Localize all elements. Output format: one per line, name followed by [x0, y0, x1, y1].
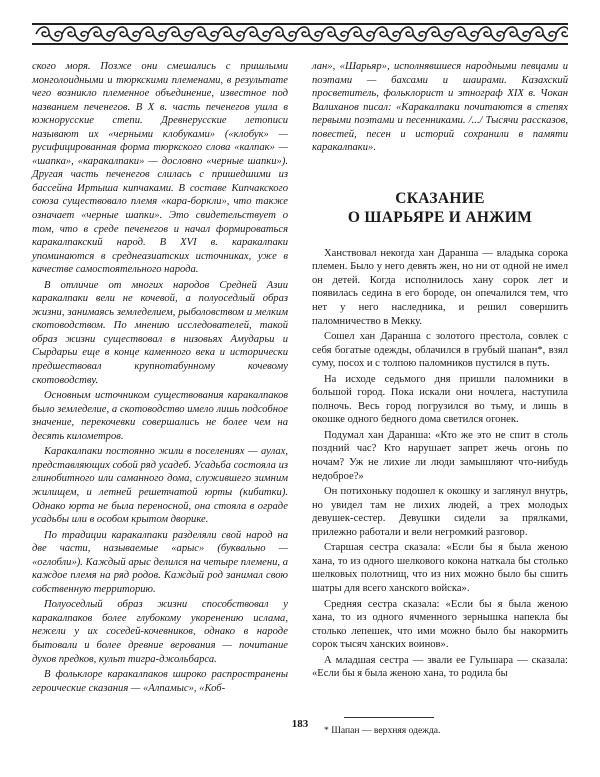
decorative-ornament-border	[32, 22, 568, 46]
paragraph: На исходе седьмого дня пришли паломники в большой город. Пока искали они ночлега, наступила полночь. Весь город погрузился во тьму, и лишь в окошке одного бедного дома светился огонек.	[312, 373, 568, 426]
right-column	[312, 60, 568, 737]
paragraph: Каракалпаки постоянно жили в поселениях — аулах, представляющих собой ряд усадеб. Усадьба состояла из глинобитного или саманного дома, служившего зимним жилищем, и летней решетчатой юрты (кибитки). Однако юрта не была переносной, она стояла в ограде усадьбы или в особом крытом дворике.	[32, 446, 288, 526]
intro-paragraph: лан», «Шарьяр», исполнявшиеся народными певцами и поэтами — бахсами и шаирами. Казахский просветитель, фольклорист и этнограф XIX в. Чокан Валиханов писал: «Каракалпаки почитаются в степях первыми поэтами и песенниками. /.../ Тысячи рассказов, повестей, песен и историй сохранили в памяти каракалпаки».	[312, 61, 568, 154]
paragraph: Подумал хан Даранша: «Кто же это не спит в столь поздний час? Кто нарушает запрет жечь огонь по ночам? Уж не лихие ли люди замышляют что-нибудь недоброе?»	[312, 429, 568, 482]
paragraph: Старшая сестра сказала: «Если бы я была женою хана, то из одного шелкового кокона наткала бы столько шелковых полотнищ, что из них можно было бы сшить шатры для всего ханского войска».	[312, 542, 568, 594]
left-column	[32, 60, 288, 695]
paragraph: Основным источником существования каракалпаков было земледелие, а скотоводство имело лишь подсобное значение, перекочевки совершались не более чем на десять километров.	[32, 390, 288, 442]
page-number: 183	[291, 718, 309, 730]
paragraph: По традиции каракалпаки разделяли свой народ на две части, называемые «арыс» (буквально — «оглобли»). Каждый арыс делился на четыре племени, а каждое племя на ряд родов. Каждый род занимал свою собственную территорию.	[32, 529, 288, 595]
paragraph: В фольклоре каракалпаков широко распространены героические сказания — «Алпамыс», «Коб-	[32, 669, 288, 694]
heading-line-2: О ШАРЬЯРЕ И АНЖИМ	[347, 208, 533, 226]
paragraph: Сошел хан Даранша с золотого престола, совлек с себя богатые одежды, облачился в грубый шапан*, взял суму, посох и с толпою паломников пустился в путь.	[312, 331, 568, 370]
paragraph: Средняя сестра сказала: «Если бы я была женою хана, то из одного ячменного зернышка напекла бы столько лепешек, что ими можно было бы накормить сорок тысяч ханских воинов».	[312, 598, 568, 651]
paragraph: А младшая сестра — звали ее Гульшара — сказала: «Если бы я была женою хана, то родила бы	[312, 654, 568, 680]
paragraph: В отличие от многих народов Средней Азии каракалпаки вели не кочевой, а полуоседлый образ жизни, занимаясь земледелием, рыболовством и мелким скотоводством. По мнению исследователей, такой образ жизни существовал в низовьях Амударьи и Сырдарьи еще в конце каменного века и исторически предшествовал крупнотабунному кочевому скотоводству.	[32, 279, 288, 386]
paragraph: Ханствовал некогда хан Даранша — владыка сорока племен. Было у него девять жен, но ни от одной не имел он детей. Когда исполнилось хану сорок лет и появилась седина в его бороде, он опечалился тем, что нет у него наследника, и решил совершить паломничество в Мекку.	[312, 247, 568, 327]
footnote: * Шапан — верхняя одежда.	[324, 724, 441, 736]
heading-line-1: СКАЗАНИЕ	[395, 189, 485, 207]
paragraph: ского моря. Позже они смешались с пришлыми монголоидными и тюркскими племенами, в результате чего возникло племенное объединение, известное под названием печенегов. В X в. часть печенегов ушла в южнорусские степи. Древнерусские летописи называют их «черными клобуками» («клобук» — русифицированная форма тюркского слова «калпак» — «шапка», «каракалпаки» — дословно «черные шапки»). Другая часть печенегов слилась с пришедшими из бассейна Иртыша кипчаками. В составе Кипчакского союза существовало племя «кара-боркли», что также означает «черные шапки». Это свидетельствует о том, что в среде печенегов и начал формироваться каракалпакский народ. В XVI в. каракалпаки упоминаются в среднеазиатских источниках, уже в качестве самостоятельного народа.	[32, 61, 288, 276]
paragraph: Он потихоньку подошел к окошку и заглянул внутрь, но увидел там не лихих людей, а трех молодых девушек-сестер. Девушки сидели за прялками, прилежно работали и вели негромкий разговор.	[312, 486, 568, 538]
section-heading	[312, 189, 568, 227]
paragraph: Полуоседлый образ жизни способствовал у каракалпаков более глубокому укоренению ислама, нежели у их соседей-кочевников, однако в народе бытовали и более древние верования — почитание духов предков, культ тигра-джольбарса.	[32, 599, 288, 665]
